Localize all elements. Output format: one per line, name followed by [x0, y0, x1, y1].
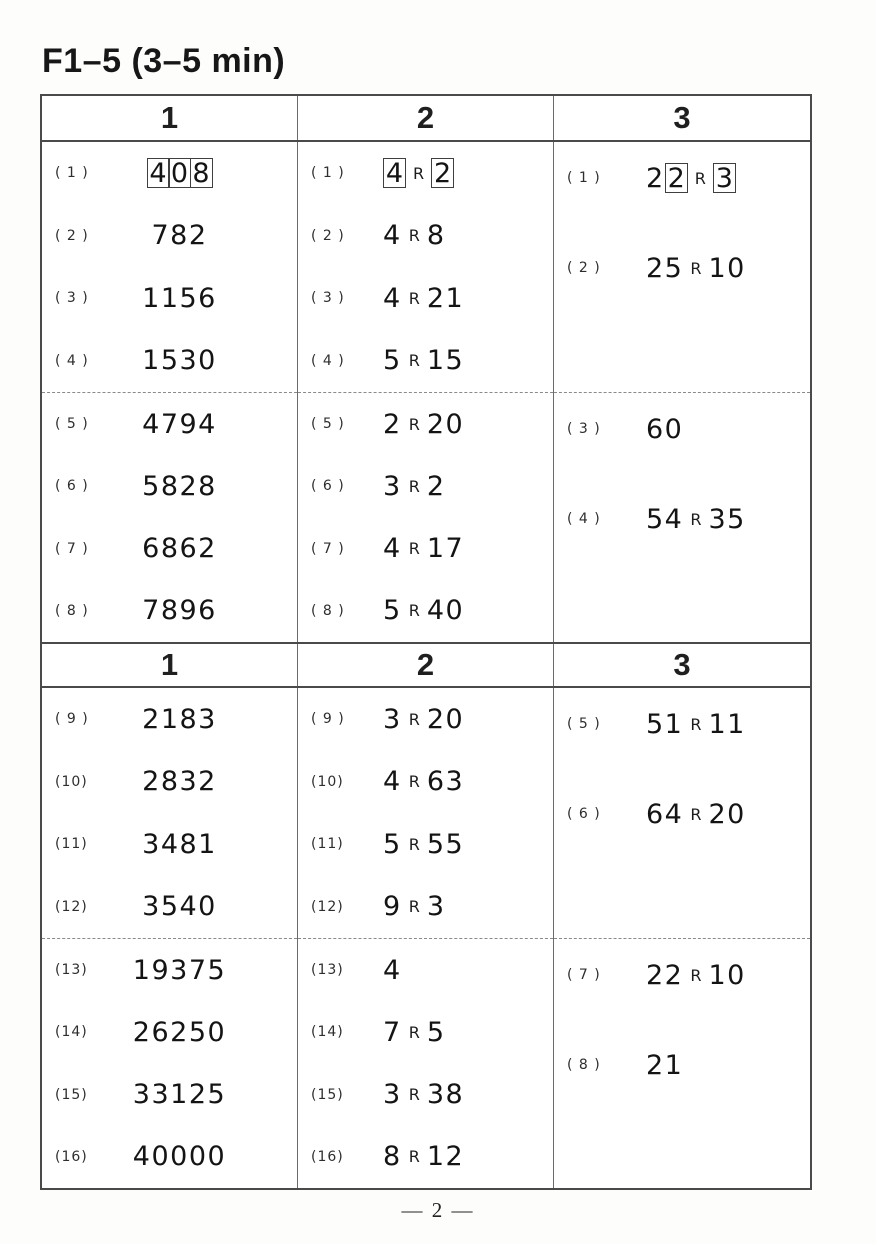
answer-row [298, 1126, 553, 1188]
answer-row [42, 813, 297, 876]
answer-digits: 19375 [132, 954, 227, 986]
answer-value [383, 704, 464, 735]
answer-number: ( 6 ) [567, 806, 601, 822]
answer-digits: 40 [426, 595, 465, 627]
page-number: — 2 — [401, 1198, 475, 1222]
answer-digits: 4 [383, 766, 402, 798]
answer-number: ( 2 ) [311, 227, 345, 244]
answer-digits: 4 [383, 533, 402, 565]
answer-value [96, 533, 297, 564]
answer-row [554, 949, 810, 1001]
answer-row [42, 688, 297, 751]
answer-section [42, 96, 810, 642]
answer-row [42, 939, 297, 1001]
answer-row [42, 518, 297, 580]
answer-number: (14) [55, 1024, 88, 1041]
remainder-symbol: R [690, 804, 702, 824]
answer-digits: 4 [383, 954, 402, 986]
answer-row [298, 267, 553, 330]
answer-digits: 20 [426, 408, 465, 440]
answer-value [383, 595, 464, 626]
answer-digits: 5 [383, 828, 402, 860]
answer-number: (10) [55, 773, 88, 790]
answer-group [298, 938, 553, 1188]
answer-number: (15) [311, 1086, 344, 1103]
answer-value [383, 766, 464, 797]
answer-digits: 4794 [142, 408, 217, 440]
answer-digits: 2183 [142, 703, 217, 735]
answer-digits: 38 [426, 1079, 465, 1111]
table-header-row [42, 96, 810, 142]
answer-row [298, 1001, 553, 1063]
boxed-digit: 0 [168, 158, 191, 188]
answer-value [96, 704, 297, 735]
answer-row [554, 698, 810, 750]
remainder-symbol: R [408, 414, 420, 434]
answer-section [42, 642, 810, 1188]
answer-value [96, 595, 297, 626]
answer-number: (15) [55, 1086, 88, 1103]
remainder-symbol: R [408, 1147, 420, 1167]
answer-row [298, 939, 553, 1001]
answer-row [42, 580, 297, 642]
answer-number: (14) [311, 1024, 344, 1041]
answer-digits: 63 [426, 766, 465, 798]
remainder-symbol: R [408, 351, 420, 371]
answer-value [96, 891, 297, 922]
answer-row [298, 455, 553, 517]
answer-number: ( 5 ) [567, 716, 601, 732]
table-body-row [42, 142, 810, 642]
answer-number: ( 5 ) [55, 416, 89, 433]
remainder-symbol: R [408, 288, 420, 308]
answer-number: ( 9 ) [55, 711, 89, 728]
answer-number: ( 1 ) [311, 165, 345, 182]
answer-number: ( 6 ) [55, 478, 89, 495]
answer-value [383, 891, 446, 922]
answer-number: ( 6 ) [311, 478, 345, 495]
answer-row [298, 1064, 553, 1126]
answer-value [383, 471, 446, 502]
answer-value [96, 220, 297, 251]
answer-group [554, 142, 810, 392]
answer-row [42, 330, 297, 393]
answer-digits: 3540 [142, 891, 217, 923]
boxed-digit: 8 [190, 158, 213, 188]
answer-row [42, 267, 297, 330]
answer-digits: 17 [426, 533, 465, 565]
answer-number: ( 3 ) [567, 421, 601, 437]
answer-digits: 8 [383, 1141, 402, 1173]
remainder-symbol: R [690, 258, 702, 278]
answer-digits: 35 [708, 503, 746, 535]
answer-digits: 782 [151, 220, 208, 252]
answer-row [42, 393, 297, 455]
answer-column [42, 142, 297, 642]
answer-digits: 2 [426, 470, 446, 502]
answer-row [42, 142, 297, 205]
answer-row [42, 1126, 297, 1188]
answer-value [646, 1050, 683, 1081]
answer-table [40, 94, 812, 1190]
answer-digits: 3481 [142, 828, 217, 860]
answer-number: ( 7 ) [311, 540, 345, 557]
answer-group [554, 688, 810, 938]
answer-row [42, 455, 297, 517]
answer-digits: 8 [426, 220, 446, 252]
answer-row [42, 1064, 297, 1126]
answer-digits: 26250 [132, 1016, 227, 1048]
answer-digits: 55 [426, 828, 465, 860]
answer-digits: 20 [426, 703, 465, 735]
remainder-symbol: R [413, 163, 425, 183]
answer-group [298, 142, 553, 392]
remainder-symbol: R [408, 539, 420, 559]
remainder-symbol: R [408, 834, 420, 854]
answer-number: ( 4 ) [567, 511, 601, 527]
remainder-symbol: R [694, 168, 706, 188]
column-header: 3 [553, 644, 810, 686]
answer-value [646, 960, 746, 991]
answer-number: ( 1 ) [567, 170, 601, 186]
remainder-symbol: R [408, 709, 420, 729]
answer-digits: 21 [646, 1049, 684, 1081]
answer-group [42, 938, 297, 1188]
answer-row [554, 403, 810, 455]
answer-row [554, 493, 810, 545]
remainder-symbol: R [408, 601, 420, 621]
answer-value [96, 955, 297, 986]
answer-value [96, 283, 297, 314]
answer-digits: 4 [383, 220, 402, 252]
answer-value [96, 1141, 297, 1172]
answer-digits: 1156 [142, 282, 217, 314]
remainder-symbol: R [690, 965, 702, 985]
answer-row [298, 876, 553, 939]
answer-number: ( 5 ) [311, 416, 345, 433]
answer-digits: 21 [426, 282, 465, 314]
answer-group [42, 688, 297, 938]
boxed-digit: 2 [431, 158, 454, 188]
answer-value [96, 409, 297, 440]
answer-value [383, 533, 464, 564]
answer-row [298, 813, 553, 876]
answer-digits: 1530 [142, 345, 217, 377]
answer-number: (12) [311, 898, 344, 915]
answer-digits: 10 [708, 959, 746, 991]
table-header-row [42, 642, 810, 688]
remainder-symbol: R [408, 897, 420, 917]
answer-group [42, 392, 297, 642]
answer-row [42, 876, 297, 939]
answer-number: (13) [311, 962, 344, 979]
answer-value [383, 409, 464, 440]
answer-value [96, 1017, 297, 1048]
answer-row [298, 393, 553, 455]
answer-digits: 60 [646, 413, 684, 445]
answer-value [383, 345, 464, 376]
answer-group [298, 688, 553, 938]
answer-number: (10) [311, 773, 344, 790]
answer-value [646, 504, 746, 535]
answer-row [298, 688, 553, 751]
answer-digits: 5 [426, 1016, 446, 1048]
answer-digits: 9 [383, 891, 402, 923]
answer-digits: 5 [383, 345, 402, 377]
remainder-symbol: R [408, 1022, 420, 1042]
answer-digits: 25 [646, 252, 684, 284]
answer-row [42, 751, 297, 814]
answer-digits: 2832 [142, 766, 217, 798]
answer-number: (16) [55, 1148, 88, 1165]
answer-number: ( 8 ) [55, 602, 89, 619]
answer-digits: 7896 [142, 595, 217, 627]
answer-digits: 3 [426, 891, 446, 923]
answer-value [383, 1079, 464, 1110]
answer-column [553, 688, 810, 1188]
answer-value [383, 1141, 464, 1172]
answer-value [96, 829, 297, 860]
answer-number: ( 2 ) [55, 227, 89, 244]
answer-value [383, 220, 446, 251]
answer-number: ( 3 ) [55, 290, 89, 307]
answer-digits: 3 [383, 1079, 402, 1111]
column-header: 2 [297, 644, 553, 686]
answer-number: (13) [55, 962, 88, 979]
answer-value [646, 163, 736, 194]
answer-column [297, 688, 553, 1188]
answer-row [554, 152, 810, 204]
answer-value [383, 283, 464, 314]
answer-value [96, 471, 297, 502]
answer-number: ( 2 ) [567, 260, 601, 276]
boxed-digit: 4 [147, 158, 170, 188]
answer-number: (11) [55, 836, 88, 853]
column-header: 1 [160, 647, 179, 682]
answer-digits: 33125 [132, 1079, 227, 1111]
answer-value [96, 766, 297, 797]
remainder-symbol: R [408, 476, 420, 496]
answer-digits: 11 [708, 708, 746, 740]
answer-digits: 15 [426, 345, 465, 377]
answer-digits: 20 [708, 798, 746, 830]
answer-number: (16) [311, 1148, 344, 1165]
answer-row [298, 330, 553, 393]
answer-group [554, 392, 810, 642]
answer-digits: 6862 [142, 533, 217, 565]
remainder-symbol: R [408, 772, 420, 792]
answer-row [298, 580, 553, 642]
column-header: 3 [553, 96, 810, 140]
answer-group [554, 938, 810, 1188]
boxed-digit: 4 [383, 158, 406, 188]
remainder-symbol: R [408, 226, 420, 246]
answer-number: ( 4 ) [311, 352, 345, 369]
answer-value [383, 955, 402, 986]
answer-number: ( 8 ) [567, 1057, 601, 1073]
answer-digits: 7 [383, 1016, 402, 1048]
answer-digits: 5828 [142, 470, 217, 502]
column-header: 1 [160, 100, 179, 135]
answer-column [42, 688, 297, 1188]
answer-number: ( 8 ) [311, 602, 345, 619]
answer-row [298, 751, 553, 814]
column-header: 2 [297, 96, 553, 140]
answer-digits: 10 [708, 252, 746, 284]
answer-column [297, 142, 553, 642]
answer-value [646, 253, 746, 284]
answer-value [646, 709, 746, 740]
answer-column [553, 142, 810, 642]
answer-number: ( 9 ) [311, 711, 345, 728]
answer-digits: 64 [646, 798, 684, 830]
answer-digits: 2 [383, 408, 402, 440]
answer-number: (11) [311, 836, 344, 853]
answer-digits: 3 [383, 470, 402, 502]
answer-value [96, 158, 297, 188]
answer-row [42, 205, 297, 268]
answer-row [554, 788, 810, 840]
answer-row [298, 142, 553, 205]
answer-number: ( 7 ) [55, 540, 89, 557]
answer-row [298, 518, 553, 580]
answer-row [554, 242, 810, 294]
answer-value [646, 414, 683, 445]
answer-number: ( 7 ) [567, 967, 601, 983]
page-title: F1–5 (3–5 min) [42, 42, 286, 80]
answer-value [383, 1017, 446, 1048]
answer-digits: 51 [646, 708, 684, 740]
answer-value [96, 345, 297, 376]
answer-value [383, 158, 454, 188]
table-body-row [42, 688, 810, 1188]
answer-value [646, 799, 746, 830]
answer-value [383, 829, 464, 860]
answer-digits: 12 [426, 1141, 465, 1173]
answer-row [298, 205, 553, 268]
answer-number: ( 3 ) [311, 290, 345, 307]
remainder-symbol: R [690, 509, 702, 529]
remainder-symbol: R [690, 714, 702, 734]
answer-number: (12) [55, 898, 88, 915]
boxed-digit: 3 [713, 163, 736, 193]
answer-digits: 54 [646, 503, 684, 535]
remainder-symbol: R [408, 1085, 420, 1105]
answer-group [298, 392, 553, 642]
answer-value [96, 1079, 297, 1110]
answer-row [554, 1039, 810, 1091]
answer-digits: 3 [383, 703, 402, 735]
answer-digits: 22 [646, 959, 684, 991]
boxed-digit: 2 [665, 163, 688, 193]
answer-digits: 4 [383, 282, 402, 314]
answer-digits: 2 [646, 162, 665, 194]
answer-number: ( 4 ) [55, 352, 89, 369]
answer-number: ( 1 ) [55, 165, 89, 182]
answer-group [42, 142, 297, 392]
answer-row [42, 1001, 297, 1063]
answer-digits: 40000 [132, 1141, 227, 1173]
answer-digits: 5 [383, 595, 402, 627]
